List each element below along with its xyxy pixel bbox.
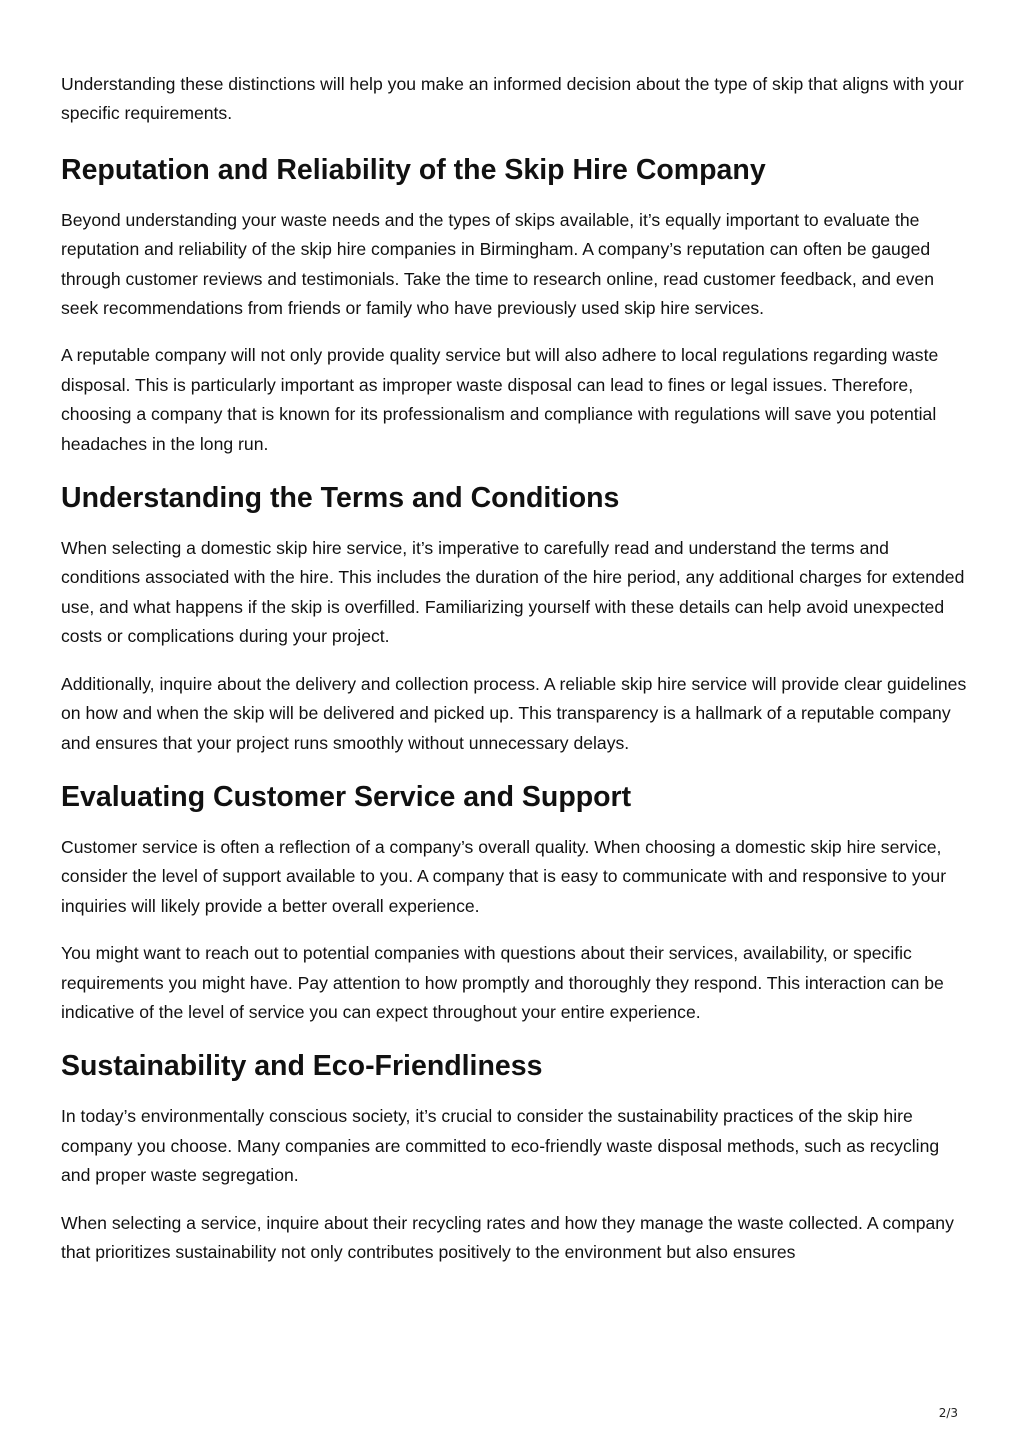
- section-paragraph: Customer service is often a reflection of a company’s overall quality. When choosing a domestic skip hire service, consider the level of support available to you. A company that is easy to communicate with and responsive to your inquiries will likely provide a better overall experience.: [61, 836, 947, 916]
- section-paragraph: Additionally, inquire about the delivery and collection process. A reliable skip hire service will provide clear guidelines on how and when the skip will be delivered and picked up. This transparency is a hallmark of a reputable company and ensures that your project runs smoothly without unnecessary delays.: [61, 673, 967, 753]
- document-page: [61, 70, 969, 1267]
- section-paragraph: A reputable company will not only provide quality service but will also adhere to local regulations regarding waste disposal. This is particularly important as improper waste disposal can lead to fines or legal issues. Therefore, choosing a company that is known for its professionalism and compliance with regulations will save you potential headaches in the long run.: [61, 345, 939, 454]
- section-heading-customer-service: Evaluating Customer Service and Support: [61, 780, 632, 813]
- section-paragraph: In today’s environmentally conscious society, it’s crucial to consider the sustainability practices of the skip hire company you choose. Many companies are committed to eco-friendly waste disposal methods, such as recycling and proper waste segregation.: [61, 1106, 940, 1186]
- intro-paragraph: Understanding these distinctions will help you make an informed decision about the type of skip that aligns with your specific requirements.: [61, 74, 964, 124]
- section-paragraph: You might want to reach out to potential companies with questions about their services, availability, or specific requirements you might have. Pay attention to how promptly and thoroughly they respond. This interaction can be indicative of the level of service you can expect throughout your entire experience.: [61, 943, 944, 1022]
- section-paragraph: When selecting a domestic skip hire service, it’s imperative to carefully read and understand the terms and conditions associated with the hire. This includes the duration of the hire period, any additional charges for extended use, and what happens if the skip is overfilled. Familiarizing yourself with these details can help avoid unexpected costs or complications during your project.: [61, 538, 965, 647]
- section-paragraph: Beyond understanding your waste needs and the types of skips available, it’s equally important to evaluate the reputation and reliability of the skip hire companies in Birmingham. A company’s reputation can often be gauged through customer reviews and testimonials. Take the time to research online, read customer feedback, and even seek recommendations from friends or family who have previously used skip hire services.: [61, 209, 934, 319]
- section-heading-reputation: Reputation and Reliability of the Skip Hire Company: [61, 153, 766, 186]
- page-number: 2/3: [938, 1406, 958, 1420]
- section-heading-terms: Understanding the Terms and Conditions: [61, 482, 620, 515]
- section-paragraph: When selecting a service, inquire about their recycling rates and how they manage the waste collected. A company that prioritizes sustainability not only contributes positively to the environment but also ensures: [61, 1212, 954, 1262]
- section-heading-sustainability: Sustainability and Eco-Friendliness: [61, 1050, 543, 1083]
